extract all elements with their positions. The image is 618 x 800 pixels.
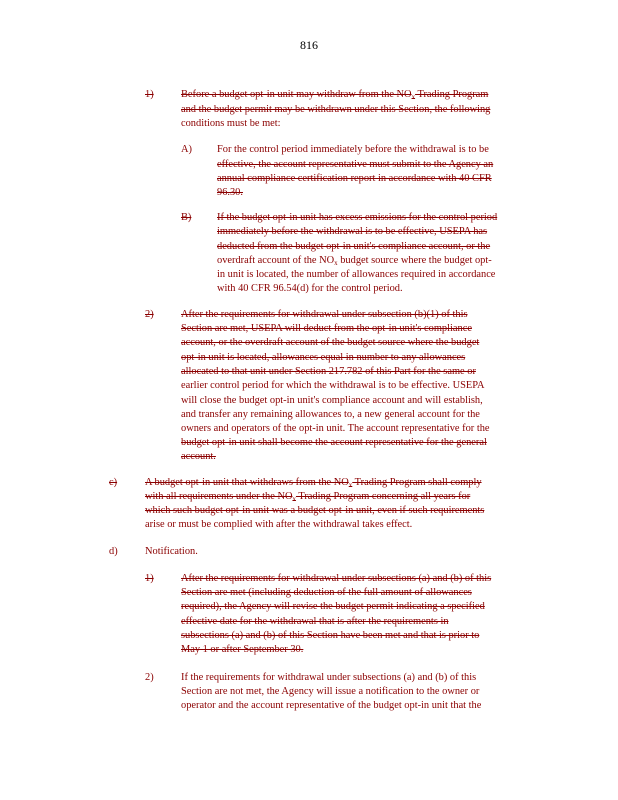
page-number: 816	[300, 38, 318, 52]
text-line: immediately before the withdrawal is to be effective, USEPA has	[217, 226, 488, 237]
text-line: account.	[181, 451, 216, 462]
text-line: After the requirements for withdrawal under subsections (a) and (b) of this	[181, 573, 492, 584]
text-line: with all requirements under the $NO_x$ Trading Program concerning all years for	[145, 491, 471, 503]
text-line: and the budget permit may be withdrawn under this Section, the following	[181, 104, 491, 115]
text-line: required), the Agency will revise the budget permit indicating a specified	[181, 601, 485, 612]
text-line: operator and the account representative of the budget opt-in unit that the	[181, 700, 482, 711]
text-line: earlier control period for which the withdrawal is to be effective. USEPA	[181, 380, 485, 391]
text-line: For the control period immediately before the withdrawal is to be	[217, 144, 489, 155]
text-line: Section are met, USEPA will deduct from the opt-in unit's compliance	[181, 323, 472, 334]
item-label: A)	[181, 144, 192, 155]
text-line: and transfer any remaining allowances to, a new general account for the	[181, 409, 480, 420]
text-line: budget opt-in unit shall become the account representative for the general	[181, 437, 487, 448]
text-line: Notification.	[145, 546, 198, 557]
item-label: 2)	[145, 309, 154, 320]
text-line: with 40 CFR 96.54(d) for the control period.	[217, 283, 403, 294]
text-line: effective, the account representative must submit to the Agency an	[217, 159, 494, 170]
text-line: conditions must be met:	[181, 118, 281, 129]
text-line: annual compliance certification report in accordance with 40 CFR	[217, 173, 492, 184]
text-line: If the budget opt-in unit has excess emissions for the control period	[217, 212, 498, 223]
text-line: A budget opt-in unit that withdraws from the $NO_x$ Trading Program shall comply	[145, 477, 482, 489]
text-line: Section are not met, the Agency will issue a notification to the owner or	[181, 686, 480, 697]
text-line: overdraft account of the $NO_x$ budget source where the budget opt-	[217, 255, 492, 267]
text-line: effective date for the withdrawal that is after the requirements in	[181, 616, 449, 627]
text-line: arise or must be complied with after the withdrawal takes effect.	[145, 519, 413, 530]
item-label: 2)	[145, 672, 154, 683]
item-label: 1)	[145, 89, 154, 100]
text-line: Before a budget opt-in unit may withdraw from the $NO_x$ Trading Program	[181, 89, 489, 101]
text-line: subsections (a) and (b) of this Section have been met and that is prior to	[181, 630, 480, 641]
text-line: deducted from the budget opt-in unit's compliance account, or the	[217, 241, 491, 252]
text-line: After the requirements for withdrawal under subsection (b)(1) of this	[181, 309, 468, 320]
text-line: account, or the overdraft account of the budget source where the budget	[181, 337, 480, 348]
text-line: May 1 or after September 30.	[181, 644, 304, 655]
text-line: allocated to that unit under Section 217.782 of this Part for the same or	[181, 366, 476, 377]
text-line: opt-in unit is located, allowances equal in number to any allowances	[181, 352, 466, 363]
text-line: which such budget opt-in unit was a budget opt-in unit, even if such requirements	[145, 505, 485, 516]
item-label: c)	[109, 477, 118, 488]
text-line: If the requirements for withdrawal under subsections (a) and (b) of this	[181, 672, 477, 683]
text-line: will close the budget opt-in unit's compliance account and will establish,	[181, 395, 483, 406]
item-label: B)	[181, 212, 192, 223]
text-line: in unit is located, the number of allowances required in accordance	[217, 269, 496, 280]
text-line: owners and operators of the opt-in unit. The account representative for the	[181, 423, 490, 434]
item-label: d)	[109, 546, 118, 557]
text-line: 96.30.	[217, 187, 243, 198]
text-line: Section are met (including deduction of the full amount of allowances	[181, 587, 472, 598]
item-label: 1)	[145, 573, 154, 584]
